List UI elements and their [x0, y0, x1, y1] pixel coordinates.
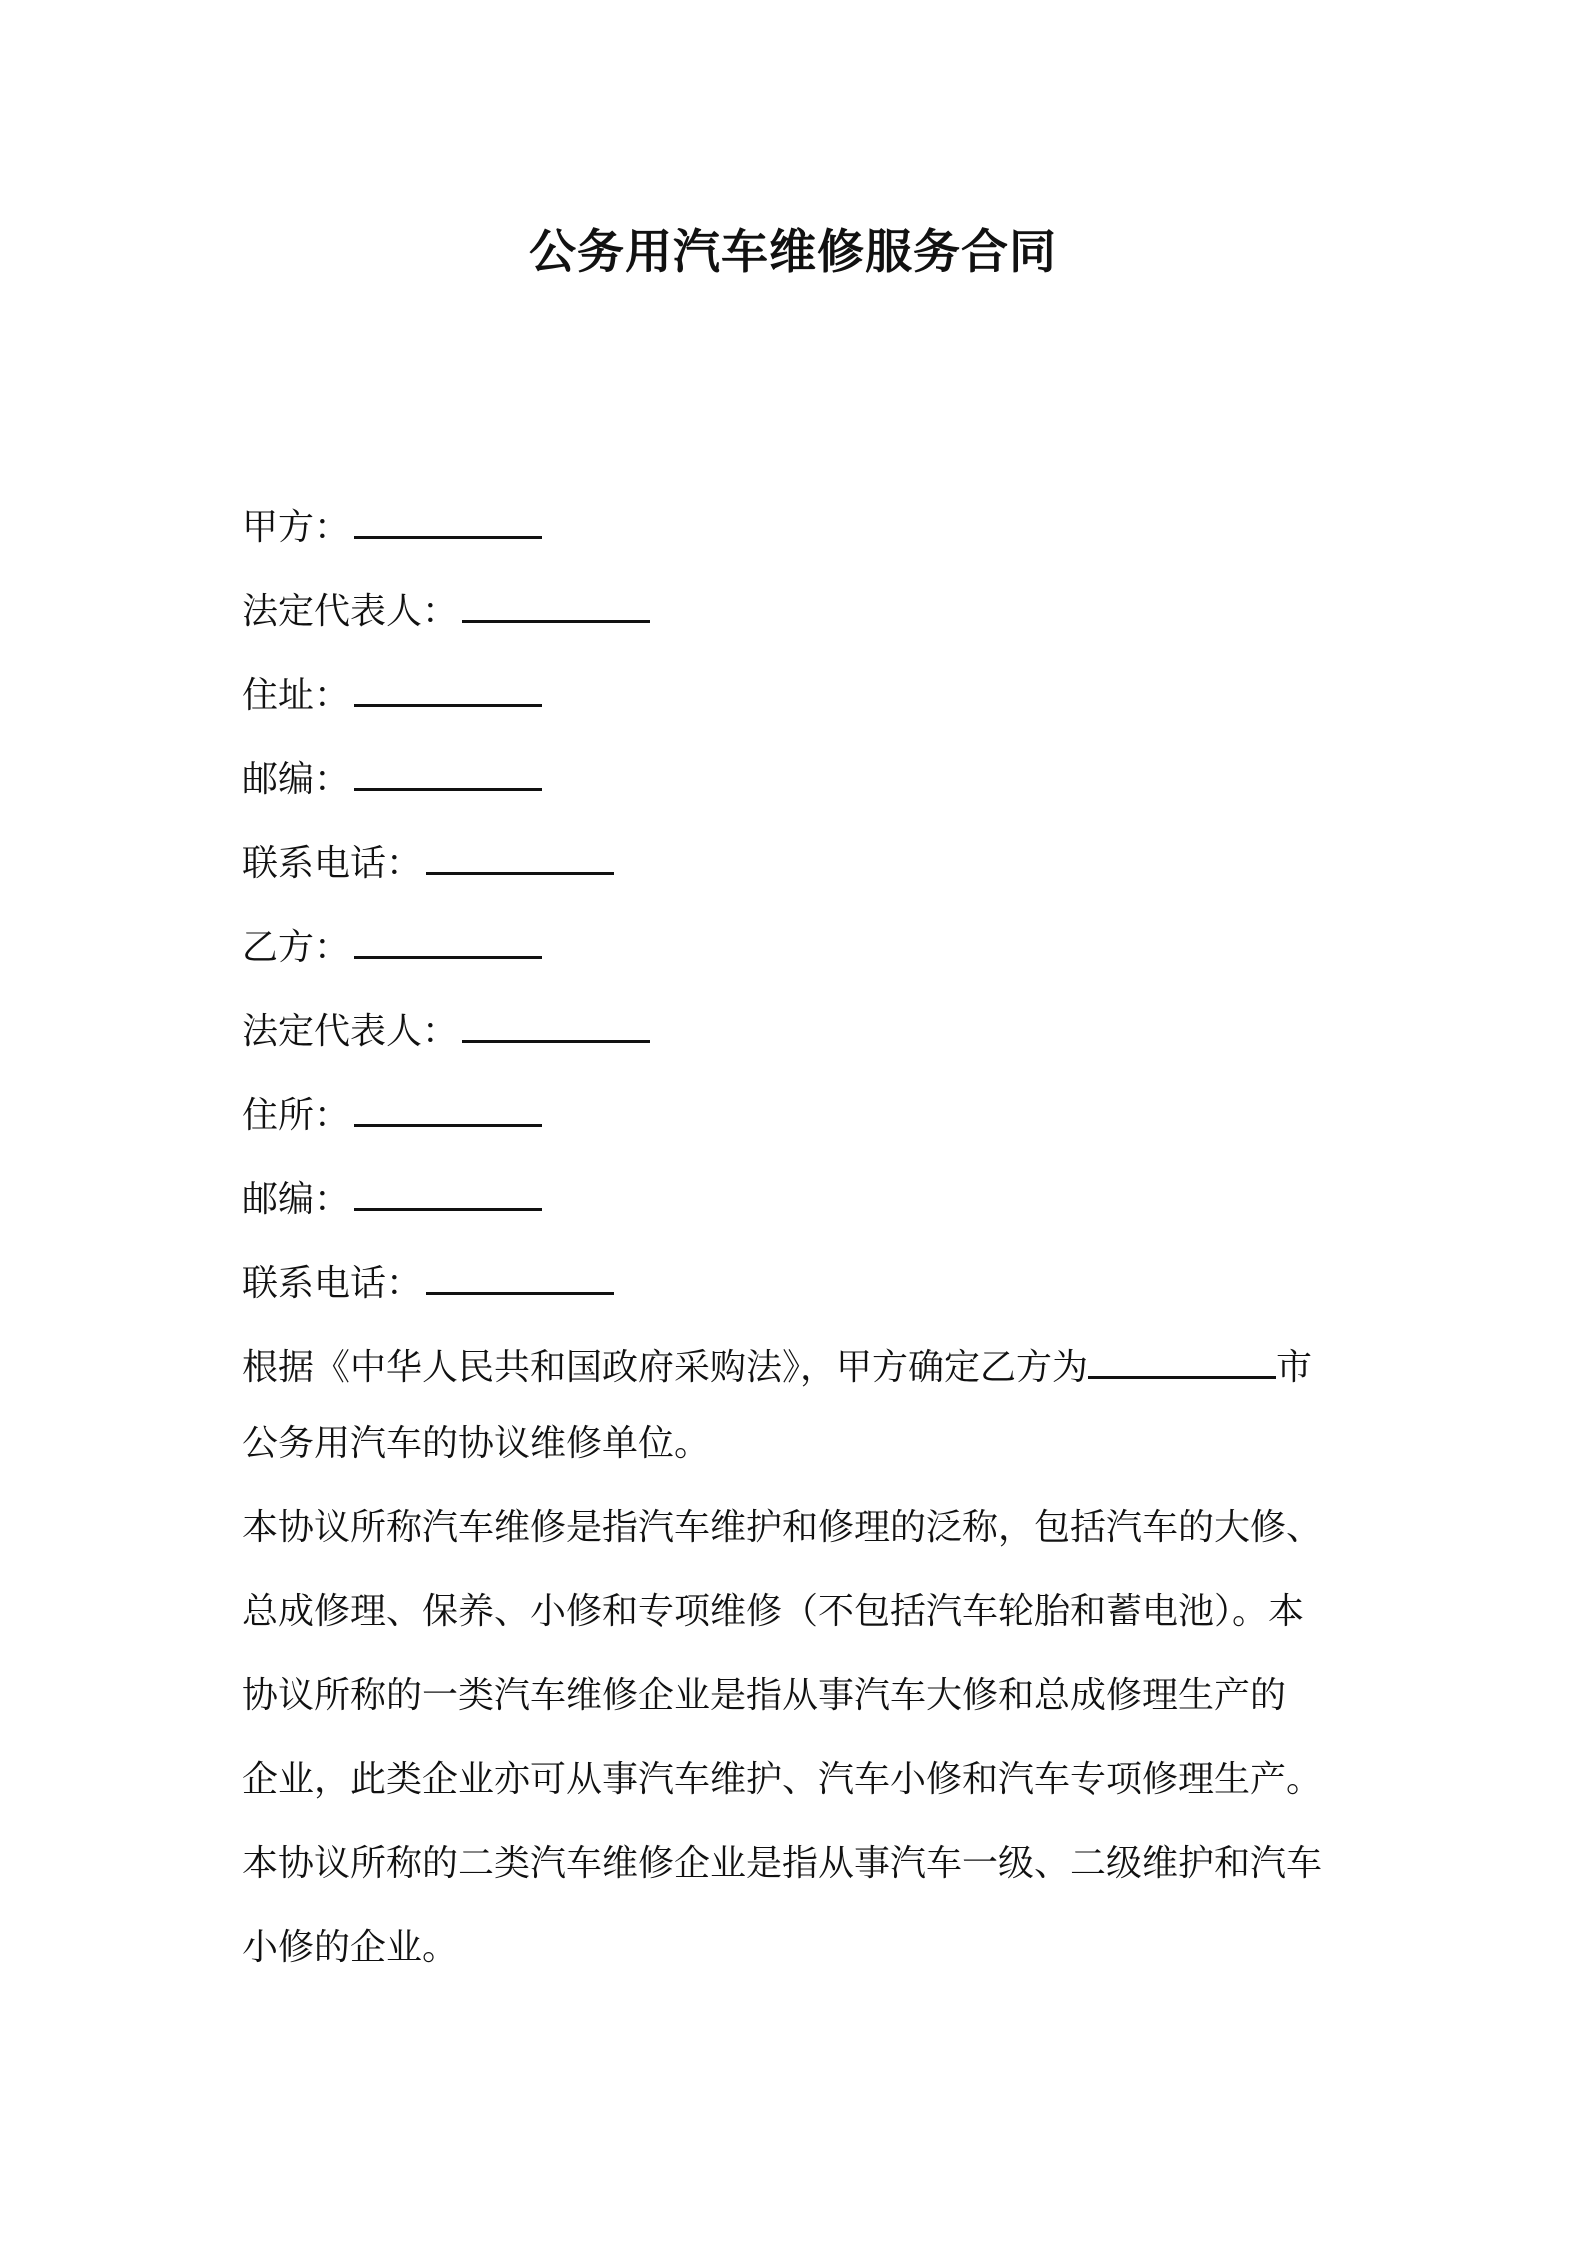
party-a-address-blank [354, 658, 542, 707]
party-b-rep-blank [462, 994, 650, 1043]
party-a-phone-row [242, 826, 1362, 910]
party-b-rep-row [242, 994, 1362, 1078]
party-b-postcode-blank [354, 1162, 542, 1211]
paragraph-line: 协议所称的一类汽车维修企业是指从事汽车大修和总成修理生产的 [242, 1675, 1287, 1716]
party-a-name-blank [354, 490, 542, 539]
party-a-phone-blank [426, 826, 614, 875]
party-a-name-label: 甲方： [242, 507, 351, 548]
party-b-address-label: 住所： [242, 1095, 351, 1136]
party-b-postcode-row [242, 1162, 1362, 1246]
paragraph-text: 市 [1276, 1347, 1313, 1388]
party-b-name-row [242, 910, 1362, 994]
party-b-phone-row [242, 1246, 1362, 1330]
city-blank [1088, 1330, 1276, 1379]
party-a-postcode-blank [354, 742, 542, 791]
paragraph-line: 小修的企业。 [242, 1927, 459, 1968]
paragraph-line: 企业，此类企业亦可从事汽车维护、汽车小修和汽车专项修理生产。 [242, 1759, 1323, 1800]
paragraph-line: 本协议所称汽车维修是指汽车维护和修理的泛称，包括汽车的大修、 [242, 1507, 1323, 1548]
party-a-address-label: 住址： [242, 675, 351, 716]
party-a-postcode-label: 邮编： [242, 759, 351, 800]
party-a-rep-label: 法定代表人： [242, 591, 459, 632]
paragraph-text: 根据《中华人民共和国政府采购法》，甲方确定乙方为 [242, 1347, 1089, 1388]
party-b-phone-blank [426, 1246, 614, 1295]
party-a-name-row [242, 490, 1362, 574]
party-a-rep-row [242, 574, 1362, 658]
party-b-address-row [242, 1078, 1362, 1162]
party-b-rep-label: 法定代表人： [242, 1011, 459, 1052]
party-a-phone-label: 联系电话： [242, 843, 423, 884]
paragraph-procurement-basis [242, 1330, 1360, 1498]
paragraph-line: 本协议所称的二类汽车维修企业是指从事汽车一级、二级维护和汽车 [242, 1843, 1323, 1884]
party-a-rep-blank [462, 574, 650, 623]
party-a-address-row [242, 658, 1362, 742]
document-title: 公务用汽车维修服务合同 [529, 225, 1057, 280]
party-b-phone-label: 联系电话： [242, 1263, 423, 1304]
paragraph-line [242, 1330, 1360, 1414]
party-fields [242, 490, 1362, 1330]
party-a-postcode-row [242, 742, 1362, 826]
paragraph-class-two-definition [242, 1834, 1360, 2002]
contract-body [242, 1330, 1360, 2002]
party-b-postcode-label: 邮编： [242, 1179, 351, 1220]
party-b-address-blank [354, 1078, 542, 1127]
paragraph-line: 公务用汽车的协议维修单位。 [242, 1423, 711, 1464]
party-b-name-label: 乙方： [242, 927, 351, 968]
party-b-name-blank [354, 910, 542, 959]
paragraph-repair-definition [242, 1498, 1360, 1834]
paragraph-line: 总成修理、保养、小修和专项维修（不包括汽车轮胎和蓄电池）。本 [242, 1591, 1305, 1632]
